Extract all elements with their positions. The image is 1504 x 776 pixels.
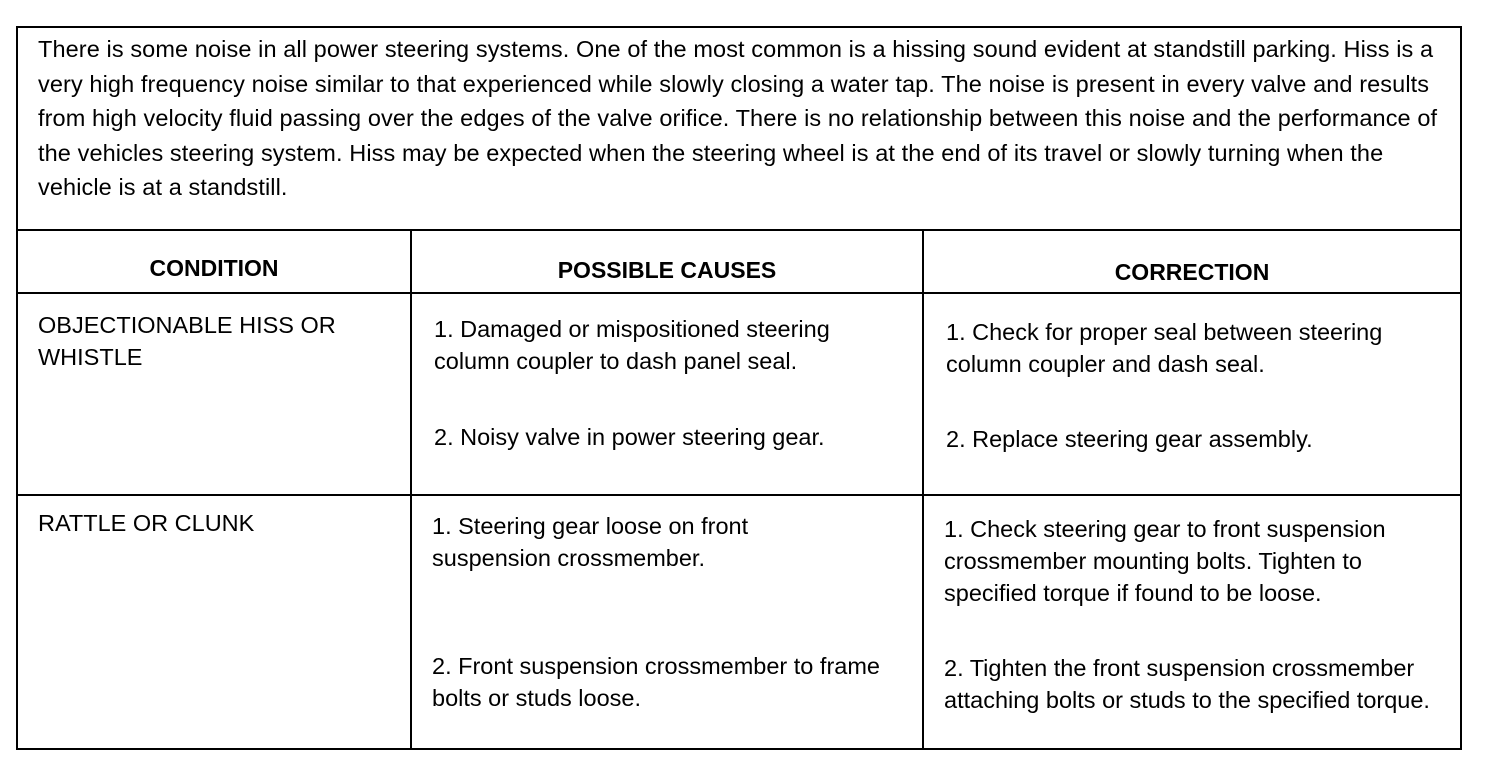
row2-cause-2: 2. Front suspension crossmember to frame bolts or studs loose. — [432, 653, 880, 711]
row-divider — [18, 494, 1460, 496]
row1-cause-2: 2. Noisy valve in power steering gear. — [434, 424, 825, 450]
row2-correction-2: 2. Tighten the front suspension crossmember attaching bolts or studs to the specified torque. — [944, 655, 1430, 713]
column-divider-2 — [922, 231, 924, 750]
intro-divider — [18, 229, 1460, 231]
row1-condition: OBJECTIONABLE HISS OR WHISTLE — [38, 312, 336, 370]
row2-correction-1: 1. Check steering gear to front suspension crossmember mounting bolts. Tighten to specified torque if found to be loose. — [944, 516, 1386, 606]
row1-cause-1: 1. Damaged or mispositioned steering column coupler to dash panel seal. — [434, 316, 830, 374]
row1-correction-2: 2. Replace steering gear assembly. — [946, 426, 1313, 452]
header-correction: CORRECTION — [1114, 259, 1270, 285]
diagnosis-table — [16, 26, 1462, 750]
row2-cause-1: 1. Steering gear loose on front suspension crossmember. — [432, 513, 749, 571]
header-divider — [18, 292, 1460, 294]
header-possible-causes: POSSIBLE CAUSES — [557, 257, 777, 283]
row1-correction-1: 1. Check for proper seal between steering column coupler and dash seal. — [946, 319, 1383, 377]
row2-condition: RATTLE OR CLUNK — [38, 510, 255, 536]
header-condition: CONDITION — [149, 255, 279, 281]
intro-paragraph: There is some noise in all power steering systems. One of the most common is a hissing sound evident at standstill parking. Hiss is a very high frequency noise similar to that experienced while slowly closing a water tap. The noise is present in every valve and results from high velocity fluid passing over the edges of the valve orifice. There is no relationship between this noise and the performance of the vehicles steering system. Hiss may be expected when the steering wheel is at the end of its travel or slowly turning when the vehicle is at a standstill. — [38, 36, 1438, 200]
column-divider-1 — [410, 231, 412, 750]
